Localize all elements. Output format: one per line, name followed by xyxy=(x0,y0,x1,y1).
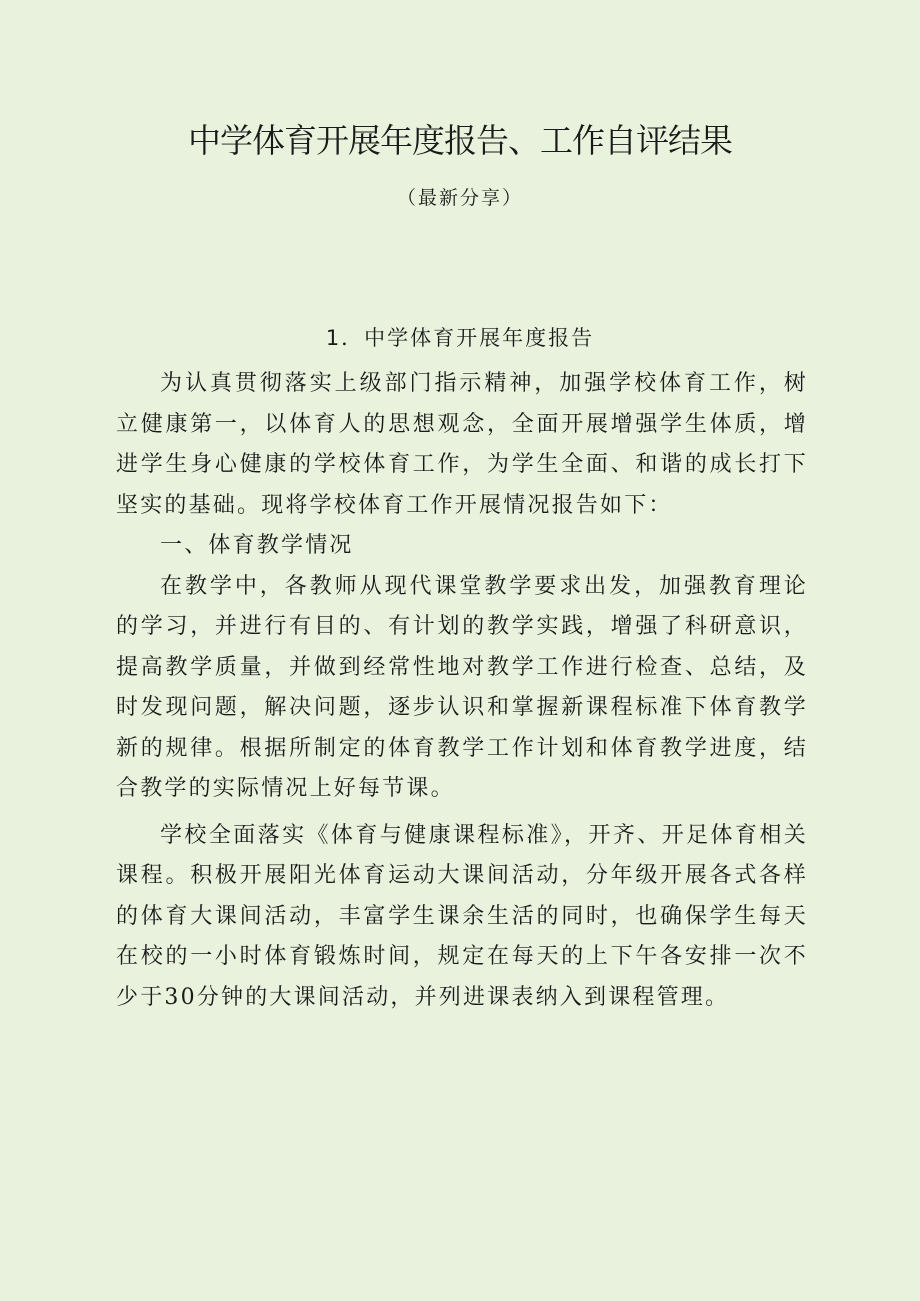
document-title: 中学体育开展年度报告、工作自评结果 xyxy=(188,121,732,160)
document-body xyxy=(116,364,808,1018)
paragraph-intro: 为认真贯彻落实上级部门指示精神，加强学校体育工作，树立健康第一，以体育人的思想观念，全面开展增强学生体质，增进学生身心健康的学校体育工作，为学生全面、和谐的成长打下坚实的基础。现将学校体育工作开展情况报告如下： xyxy=(116,371,808,518)
subsection-heading: 一、体育教学情况 xyxy=(160,533,354,558)
paragraph-curriculum: 学校全面落实《体育与健康课程标准》，开齐、开足体育相关课程。积极开展阳光体育运动大课间活动，分年级开展各式各样的体育大课间活动，丰富学生课余生活的同时，也确保学生每天在校的一小时体育锻炼时间，规定在每天的上下午各安排一次不少于30分钟的大课间活动，并列进课表纳入到课程管理。 xyxy=(116,822,808,1010)
section-heading: 1．中学体育开展年度报告 xyxy=(325,326,595,350)
paragraph-teaching: 在教学中，各教师从现代课堂教学要求出发，加强教育理论的学习，并进行有目的、有计划的教学实践，增强了科研意识，提高教学质量，并做到经常性地对教学工作进行检查、总结，及时发现问题，解决问题，逐步认识和掌握新课程标准下体育教学新的规律。根据所制定的体育教学工作计划和体育教学进度，结合教学的实际情况上好每节课。 xyxy=(116,573,808,801)
document-subtitle: （最新分享） xyxy=(396,187,523,209)
